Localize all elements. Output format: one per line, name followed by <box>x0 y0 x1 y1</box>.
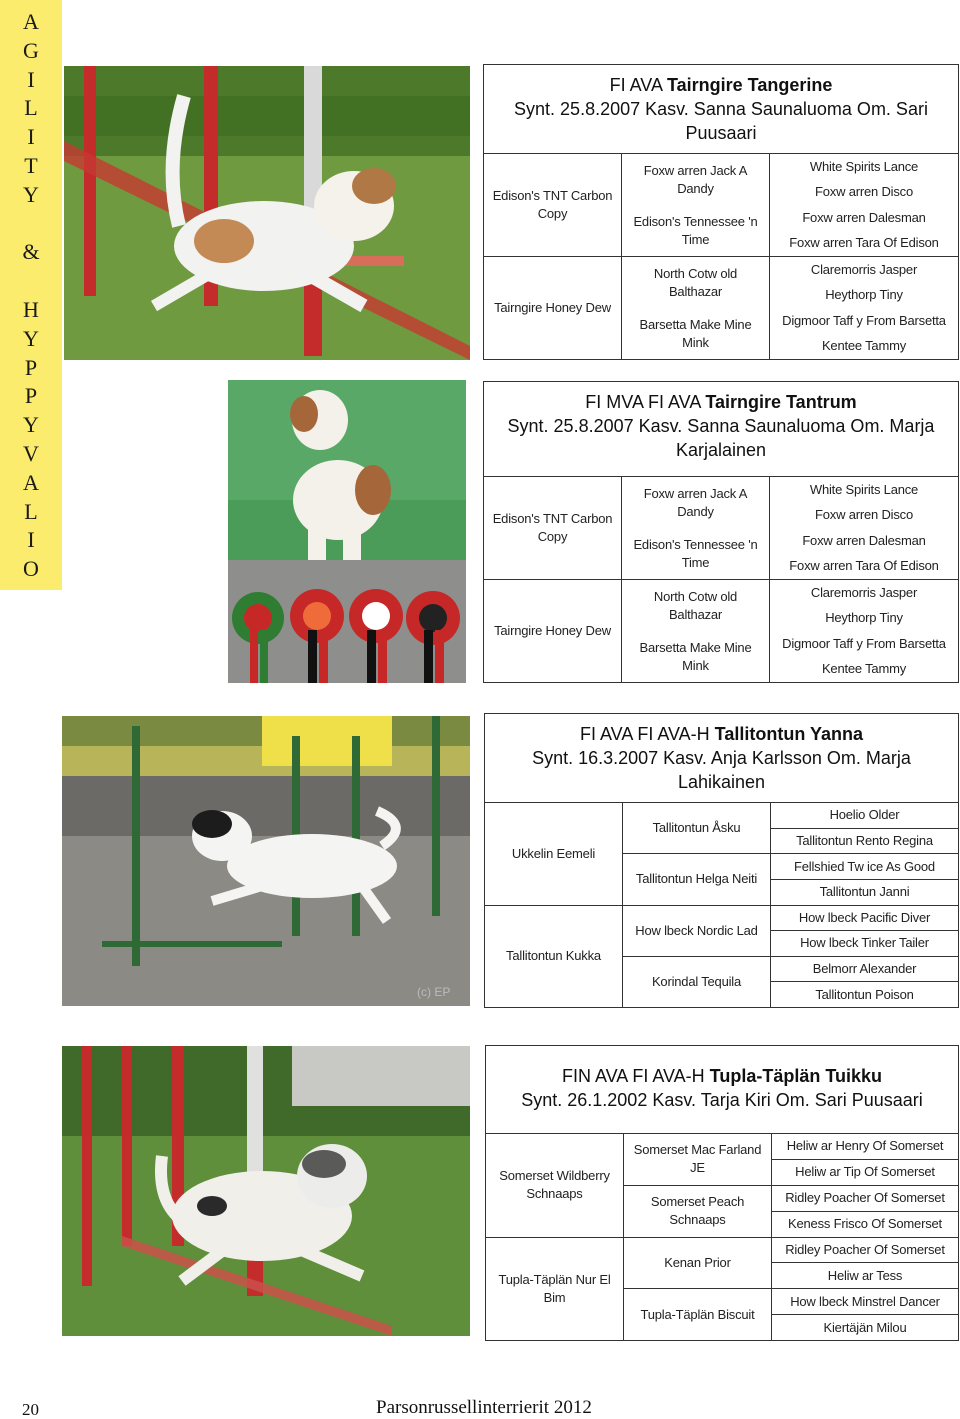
great-grandparent: Foxw arren Tara Of Edison <box>789 558 939 574</box>
side-letter: Y <box>23 325 39 351</box>
footer-title: Parsonrussellinterrierit 2012 <box>376 1397 592 1418</box>
photo-tuikku <box>62 1046 470 1336</box>
pedigree-card-tantrum <box>483 381 959 683</box>
grandparent: North Cotw old Balthazar <box>622 579 769 631</box>
sire: Edison's TNT Carbon Copy <box>492 511 613 544</box>
sire: Edison's TNT Carbon Copy <box>492 188 613 221</box>
great-grandparent: White Spirits Lance <box>809 158 919 174</box>
pedigree-card-yanna <box>484 713 959 1008</box>
titles: FI MVA FI AVA <box>585 392 706 412</box>
photo-tangerine <box>64 66 470 360</box>
great-grandparent: Foxw arren Disco <box>815 507 913 523</box>
card-title <box>485 714 958 800</box>
side-letter: L <box>24 95 38 121</box>
great-grandparent: Keness Frisco Of Somerset <box>772 1211 958 1237</box>
pedigree-table <box>486 1133 958 1340</box>
great-grandparent: Digmoor Taff y From Barsetta <box>782 312 946 328</box>
card-title <box>484 382 958 468</box>
pedigree-card-tuikku <box>485 1045 959 1341</box>
great-grandparent: White Spirits Lance <box>809 481 919 497</box>
great-grandparent: Belmorr Alexander <box>771 956 958 982</box>
grandparent: Edison's Tennessee 'n Time <box>633 536 758 570</box>
pedigree-card-tangerine <box>483 64 959 360</box>
dog-info: Synt. 16.3.2007 Kasv. Anja Karlsson Om. Marja Lahikainen <box>532 748 911 792</box>
great-grandparent: Heliw ar Tip Of Somerset <box>772 1159 958 1185</box>
grandparent: Somerset Peach Schnaaps <box>624 1185 771 1237</box>
grandparent: Tallitontun Åsku <box>652 820 741 836</box>
grandparent: Barsetta Make Mine Mink <box>639 316 752 350</box>
dog-name: Tairngire Tantrum <box>705 392 857 412</box>
sire: Ukkelin Eemeli <box>511 845 596 861</box>
great-grandparent: Ridley Poacher Of Somerset <box>772 1185 958 1211</box>
side-letter: P <box>24 383 38 409</box>
sire: Somerset Wildberry Schnaaps <box>499 1168 610 1202</box>
great-grandparent: Heliw ar Henry Of Somerset <box>786 1138 944 1154</box>
grandparent: Tallitontun Helga Neiti <box>623 853 770 904</box>
side-letter: T <box>24 152 38 178</box>
side-letter: O <box>23 556 39 582</box>
grandparent: Barsetta Make Mine Mink <box>639 639 752 673</box>
dog-name: Tallitontun Yanna <box>714 724 864 744</box>
side-letter: A <box>23 469 39 495</box>
photo-tantrum <box>228 380 466 683</box>
pedigree-table <box>485 802 958 1007</box>
side-letter: I <box>27 527 35 553</box>
dog-name: Tupla-Täplän Tuikku <box>709 1066 883 1086</box>
pedigree-table <box>484 476 958 682</box>
card-title <box>486 1046 958 1118</box>
dog-info: Synt. 25.8.2007 Kasv. Sanna Saunaluoma Om. Sari Puusaari <box>514 99 928 143</box>
grandparent: Foxw arren Jack A Dandy <box>643 485 748 519</box>
side-letter: V <box>23 440 39 466</box>
grandparent: North Cotw old Balthazar <box>622 256 769 308</box>
side-letter: A <box>23 9 39 34</box>
dam: Tupla-Täplän Nur El Bim <box>486 1237 623 1341</box>
pedigree-table <box>484 153 958 359</box>
dog-info: Synt. 25.8.2007 Kasv. Sanna Saunaluoma Om. Marja Karjalainen <box>507 416 935 460</box>
dog-name: Tairngire Tangerine <box>666 75 833 95</box>
grandparent: Korindal Tequila <box>623 956 770 1007</box>
great-grandparent: Hoelio Older <box>829 807 900 823</box>
dam: Tairngire Honey Dew <box>484 579 621 682</box>
photo-watermark: (c) EP <box>417 985 451 999</box>
great-grandparent: Foxw arren Dalesman <box>802 209 926 225</box>
great-grandparent: Kiertäjän Milou <box>772 1314 958 1340</box>
grandparent: How lbeck Nordic Lad <box>623 905 770 956</box>
side-letter: Y <box>23 181 39 207</box>
titles: FIN AVA FI AVA-H <box>561 1066 710 1086</box>
great-grandparent: How lbeck Minstrel Dancer <box>772 1288 958 1314</box>
great-grandparent: Digmoor Taff y From Barsetta <box>782 635 946 651</box>
great-grandparent: Kentee Tammy <box>821 338 907 354</box>
titles: FI AVA <box>609 75 667 95</box>
dam: Tallitontun Kukka <box>485 905 622 1008</box>
great-grandparent: How lbeck Pacific Diver <box>771 905 958 931</box>
dam: Tairngire Honey Dew <box>484 256 621 359</box>
great-grandparent: Claremorris Jasper <box>770 579 958 606</box>
grandparent: Foxw arren Jack A Dandy <box>643 162 748 196</box>
grandparent: Kenan Prior <box>624 1237 771 1289</box>
grandparent: Tupla-Täplän Biscuit <box>624 1288 771 1340</box>
great-grandparent: Foxw arren Disco <box>815 184 913 200</box>
great-grandparent: Kentee Tammy <box>821 661 907 677</box>
great-grandparent: Fellshied Tw ice As Good <box>771 853 958 879</box>
great-grandparent: Heythorp Tiny <box>825 287 903 303</box>
great-grandparent: Ridley Poacher Of Somerset <box>772 1237 958 1263</box>
side-letter: I <box>27 124 35 150</box>
side-letter: I <box>27 66 35 92</box>
side-letter: G <box>23 37 39 63</box>
side-letter: P <box>24 354 38 380</box>
side-band <box>0 0 62 590</box>
photo-yanna <box>62 716 470 1006</box>
great-grandparent: Tallitontun Rento Regina <box>771 828 958 854</box>
card-title <box>484 65 958 151</box>
great-grandparent: How lbeck Tinker Tailer <box>771 930 958 956</box>
dog-info: Synt. 26.1.2002 Kasv. Tarja Kiri Om. Sari Puusaari <box>521 1090 923 1110</box>
grandparent: Somerset Mac Farland JE <box>633 1142 762 1176</box>
great-grandparent: Heliw ar Tess <box>772 1262 958 1288</box>
side-letter: L <box>24 498 38 524</box>
great-grandparent: Tallitontun Poison <box>771 981 958 1007</box>
titles: FI AVA FI AVA-H <box>579 724 715 744</box>
great-grandparent: Tallitontun Janni <box>771 879 958 905</box>
great-grandparent: Claremorris Jasper <box>770 256 958 283</box>
grandparent: Edison's Tennessee 'n Time <box>633 213 758 247</box>
great-grandparent: Foxw arren Dalesman <box>802 532 926 548</box>
side-letter: Y <box>23 412 39 438</box>
side-letter: H <box>23 296 39 322</box>
side-letter: & <box>22 239 40 265</box>
great-grandparent: Foxw arren Tara Of Edison <box>789 235 939 251</box>
page-number: 20 <box>22 1400 39 1419</box>
great-grandparent: Heythorp Tiny <box>825 610 903 626</box>
